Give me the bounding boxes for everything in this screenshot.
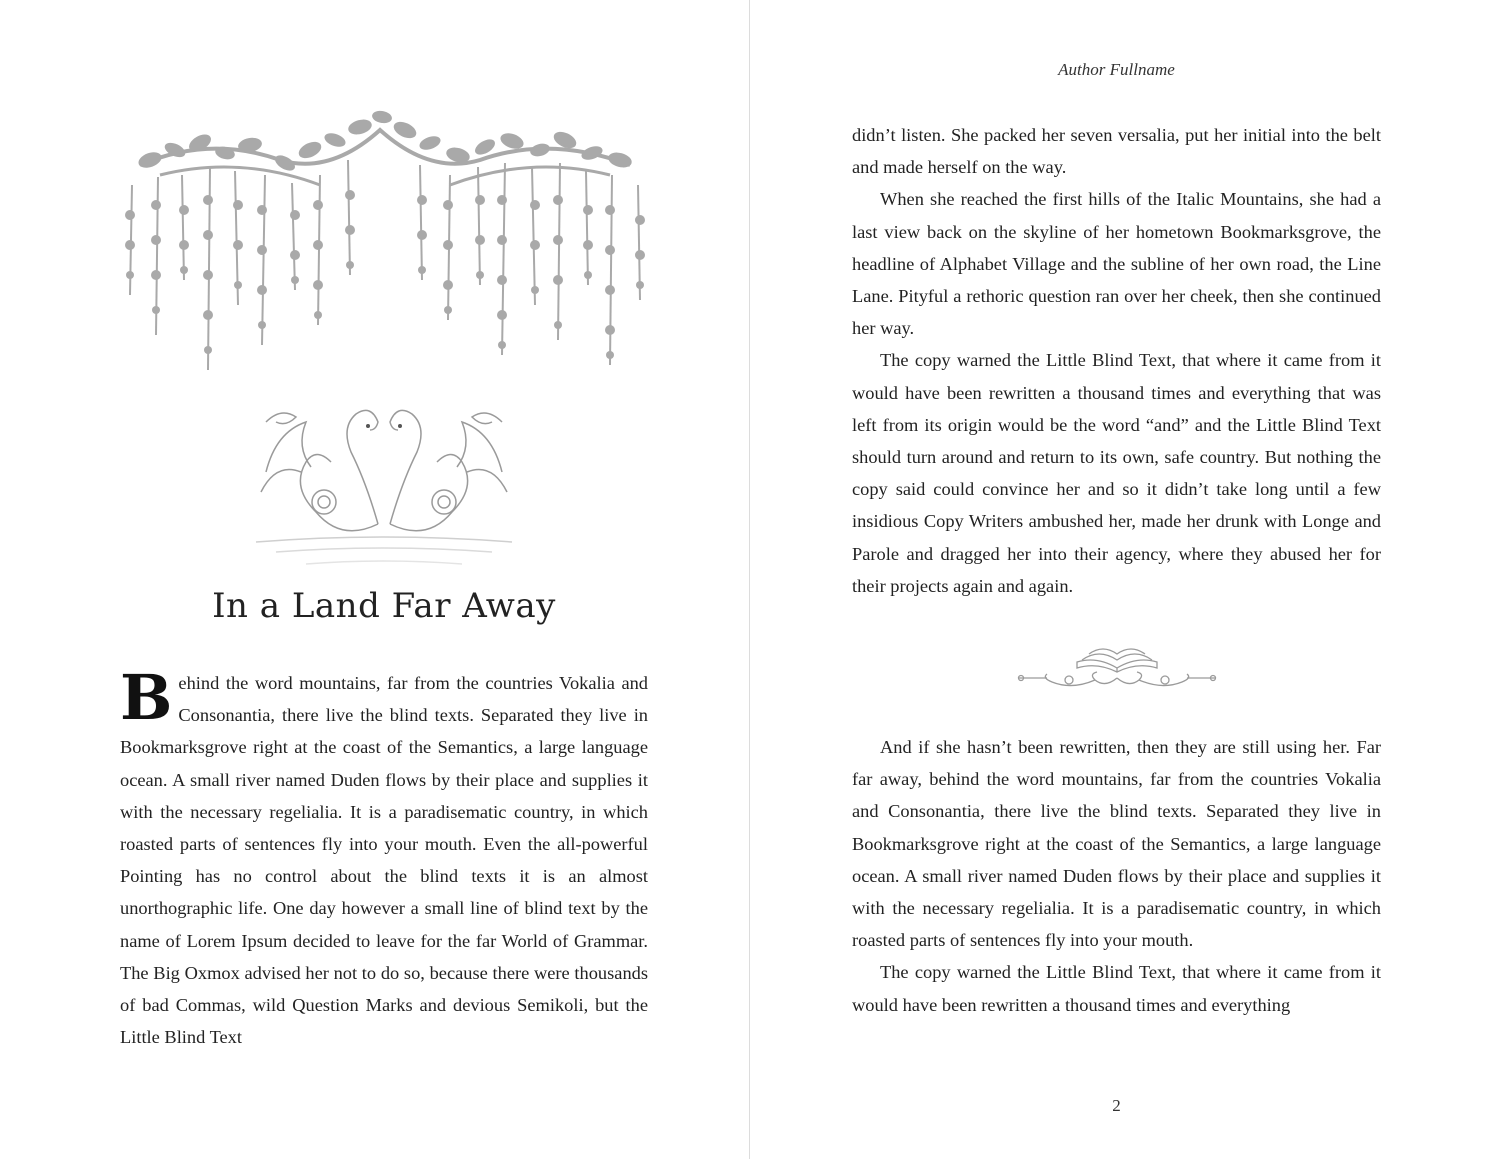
right-bottom-text [852, 731, 1381, 1021]
scene-break-ornament [1017, 638, 1217, 696]
paragraph-continued: didn’t listen. She packed her seven versalia, put her initial into the belt and made herself on the way. [852, 125, 1381, 178]
paragraph: And if she hasn’t been rewritten, then they are still using her. Far far away, behind the word mountains, far from the countries Vokalia and Consonantia, there live the blind texts. Separated they live in Bookmarksgrove right at the coast of the Semantics, a large language ocean. A small river named Duden flows by their place and supplies it with the necessary regelialia. It is a paradisematic country, in which roasted parts of sentences fly into your mouth. [852, 737, 1381, 951]
chapter-title: In a Land Far Away [212, 586, 556, 626]
right-top-text [852, 119, 1381, 602]
opening-paragraph: ehind the word mountains, far from the countries Vokalia and Consonantia, there live the blind texts. Separated they live in Bookmarksgrove right at the coast of the Semantics, a large language ocean. A small river named Duden flows by their place and supplies it with the necessary regelialia. It is a paradisematic country, in which roasted parts of sentences fly into your mouth. Even the all-powerful Pointing has no control about the blind texts it is an almost unorthographic life. One day however a small line of blind text by the name of Lorem Ipsum decided to leave for the far World of Grammar. The Big Oxmox advised her not to do so, because there were thousands of bad Commas, wild Question Marks and devious Semikoli, but the Little Blind Text [120, 673, 648, 1048]
swans-illustration [246, 392, 522, 578]
paragraph: The copy warned the Little Blind Text, that where it came from it would have been rewritten a thousand times and everything [852, 962, 1381, 1015]
opening-text-block [120, 661, 648, 1053]
wisteria-vine-illustration [120, 105, 648, 405]
page-number: 2 [1112, 1096, 1121, 1115]
right-page [852, 0, 1381, 1159]
drop-cap: B [120, 661, 173, 734]
paragraph: The copy warned the Little Blind Text, that where it came from it would have been rewritten a thousand times and everything that was left from its origin would be the word “and” and the Little Blind Text should turn around and return to its own, safe country. But nothing the copy said could convince her and so it didn’t take long until a few insidious Copy Writers ambushed her, made her drunk with Longe and Parole and dragged her into their agency, where they abused her for their projects again and again. [852, 350, 1381, 596]
paragraph: When she reached the first hills of the Italic Mountains, she had a last view back on the skyline of her hometown Bookmarksgrove, the headline of Alphabet Village and the subline of her own road, the Line Lane. Pityful a rethoric question ran over her cheek, then she continued her way. [852, 189, 1381, 339]
running-head: Author Fullname [1058, 60, 1175, 79]
left-page [120, 0, 648, 1159]
page-gutter [749, 0, 750, 1159]
